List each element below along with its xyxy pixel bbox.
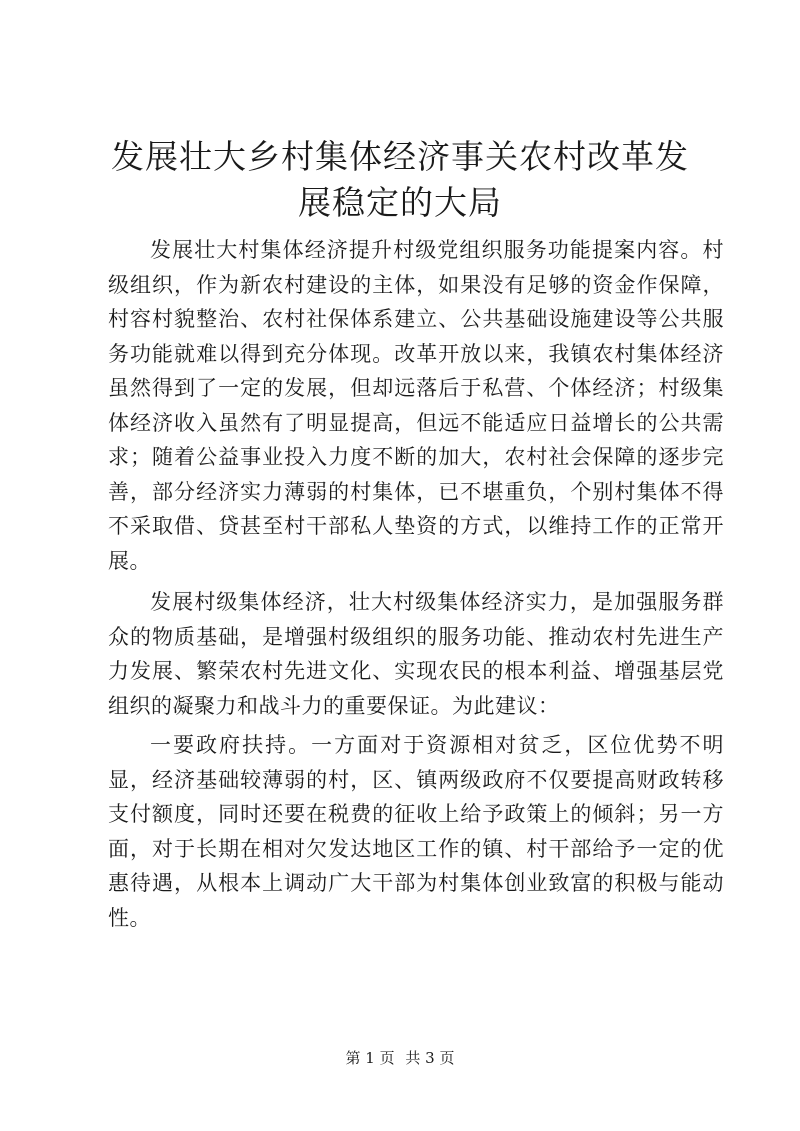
page-total: 共 3 页 <box>405 1049 455 1067</box>
paragraph-1: 发展壮大村集体经济提升村级党组织服务功能提案内容。村级组织，作为新农村建设的主体，如果没有足够的资金作保障，村容村貌整治、农村社保体系建立、公共基础设施建设等公共服务功能就难以得到充分体现。改革开放以来，我镇农村集体经济虽然得到了一定的发展，但却远落后于私营、个体经济；村级集体经济收入虽然有了明显提高，但远不能适应日益增长的公共需求；随着公益事业投入力度不断的加大，农村社会保障的逐步完善，部分经济实力薄弱的村集体，已不堪重负，个别村集体不得不采取借、贷甚至村干部私人垫资的方式，以维持工作的正常开展。 <box>108 238 724 573</box>
page-footer <box>0 1048 800 1068</box>
paragraph-3: 一要政府扶持。一方面对于资源相对贫乏，区位优势不明显，经济基础较薄弱的村，区、镇两级政府不仅要提高财政转移支付额度，同时还要在税费的征收上给予政策上的倾斜；另一方面，对于长期在相对欠发达地区工作的镇、村干部给予一定的优惠待遇，从根本上调动广大干部为村集体创业致富的积极与能动性。 <box>108 733 724 930</box>
paragraph-2: 发展村级集体经济，壮大村级集体经济实力，是加强服务群众的物质基础，是增强村级组织的服务功能、推动农村先进生产力发展、繁荣农村先进文化、实现农民的根本利益、增强基层党组织的凝聚力和战斗力的重要保证。为此建议： <box>108 590 724 718</box>
document-body <box>108 233 724 935</box>
page-number: 第 1 页 <box>345 1049 395 1067</box>
document-title: 发展壮大乡村集体经济事关农村改革发展稳定的大局 <box>111 137 689 222</box>
